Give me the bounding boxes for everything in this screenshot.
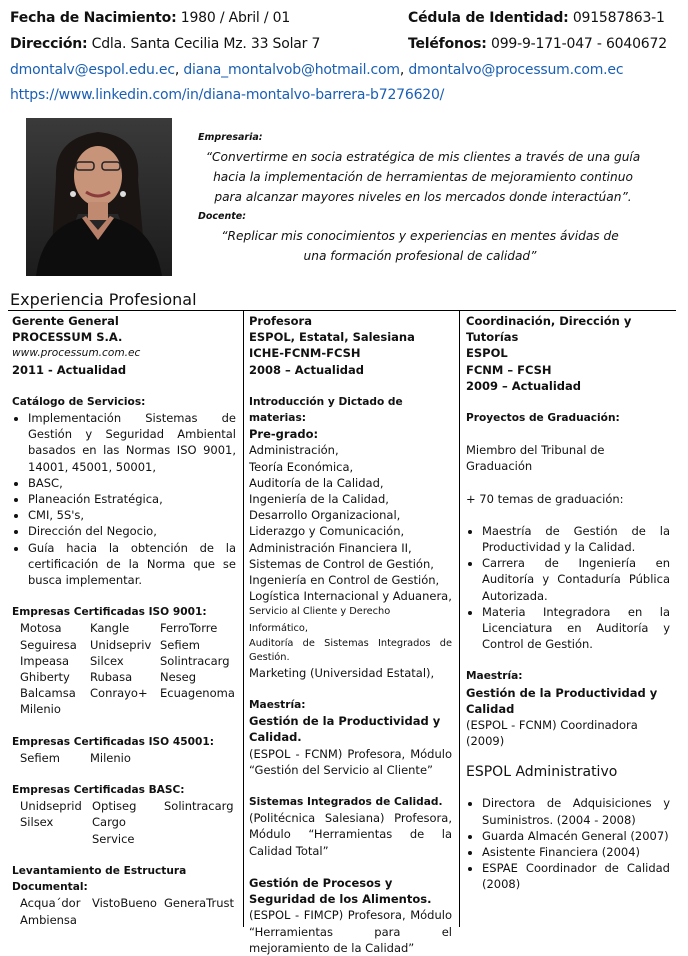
list-item: • ESPAE Coordinador de Calidad (2008): [482, 860, 670, 892]
role-title: Gerente General: [12, 314, 119, 328]
projects-title: Proyectos de Graduación:: [466, 412, 620, 425]
profile-photo: [26, 118, 172, 276]
module-title: Sistemas Integrados de Calidad.: [249, 796, 443, 809]
list-item: Ecuagenoma: [160, 686, 235, 701]
list-item: Ingeniería en Control de Gestión,: [249, 573, 440, 588]
module-text: (Politécnica Salesiana) Profesora, Módulo “Herramientas de la Calidad Total”: [249, 811, 452, 858]
list-item: Impeasa: [20, 653, 70, 668]
list-item: • Asistente Financiera (2004): [482, 844, 670, 860]
phone-value: 099-9-171-047 - 6040672: [490, 36, 667, 52]
list-item: Cargo Service: [92, 815, 135, 846]
list-item: Rubasa: [90, 670, 133, 685]
birth-label: Fecha de Nacimiento:: [10, 10, 177, 26]
period: 2008 – Actualidad: [249, 362, 365, 377]
list-item: • Materia Integradora en la Licenciatura en Auditoría y Control de Gestión.: [482, 604, 670, 653]
list-item: Silcex: [90, 653, 124, 668]
list-item: Acqua´dor: [20, 896, 81, 911]
iso45001-companies: [12, 750, 236, 766]
email-sep: ,: [399, 62, 409, 78]
list-item: • Carrera de Ingeniería en Auditoría y Contaduría Pública Autorizada.: [482, 555, 670, 604]
address: [10, 36, 320, 52]
list-item: Sistemas de Control de Gestión,: [249, 556, 434, 571]
list-item: Kangle: [90, 621, 130, 636]
column-gerente: [12, 313, 236, 928]
list-item: Silsex: [20, 815, 54, 830]
list-item: Servicio al Cliente y Derecho Informático,: [249, 606, 391, 634]
list-item: Milenio: [90, 750, 131, 765]
list-item: VistoBueno: [92, 896, 157, 911]
list-item: • BASC,: [28, 475, 236, 491]
docente-quote: “Replicar mis conocimientos y experiencias en mentes ávidas de una formación profesional de calidad”: [221, 229, 619, 263]
id-value: 091587863-1: [572, 10, 665, 26]
admin-title: ESPOL Administrativo: [466, 764, 618, 781]
address-value: Cdla. Santa Cecilia Mz. 33 Solar 7: [91, 36, 321, 52]
topics-count: + 70 temas de graduación:: [466, 491, 624, 506]
list-item: Unidsepriv: [90, 637, 152, 652]
list-item: Liderazgo y Comunicación,: [249, 524, 405, 539]
institution: ESPOL: [466, 346, 508, 361]
subjects-title: Introducción y Dictado de materias:: [249, 395, 403, 425]
id-label: Cédula de Identidad:: [408, 10, 569, 26]
documental-title: Levantamiento de Estructura Documental:: [12, 864, 187, 894]
faculties: ICHE-FCNM-FCSH: [249, 346, 361, 361]
column-coordinacion: [466, 313, 670, 893]
faculties: FCNM – FCSH: [466, 362, 552, 377]
list-item: Milenio: [20, 702, 61, 717]
phone-label: Teléfonos:: [408, 36, 487, 52]
list-item: Desarrollo Organizacional,: [249, 508, 401, 523]
module-text: (ESPOL - FIMCP) Profesora, Módulo “Herramientas para el mejoramiento de la Calidad”: [249, 908, 452, 955]
iso9001-companies: [12, 620, 236, 717]
birth-date: [10, 10, 290, 26]
module-text: (ESPOL - FCNM) Coordinadora (2009): [466, 718, 638, 749]
phones: [408, 36, 667, 52]
tribunal-text: Miembro del Tribunal de Graduación: [466, 443, 605, 474]
role-title: Profesora: [249, 314, 312, 328]
list-item: Solintracarg: [164, 799, 234, 814]
list-item: Ingeniería de la Calidad,: [249, 492, 389, 507]
list-item: Seguiresa: [20, 637, 77, 652]
module-title: Gestión de Procesos y Seguridad de los Alimentos.: [249, 875, 432, 907]
period: 2011 - Actualidad: [12, 362, 127, 377]
maestria-title: Maestría:: [249, 699, 306, 712]
id-number: [408, 10, 665, 26]
email-sep: ,: [174, 62, 184, 78]
list-item: Solintracarg: [160, 653, 230, 668]
empresaria-quote: “Convertirme en socia estratégica de mis clientes a través de una guía hacia la implementación de herramientas de mejoramiento continuo para alcanzar mayores niveles en los mercados donde interactúan”.: [205, 150, 641, 204]
list-item: Ambiensa: [20, 912, 77, 927]
list-item: Neseg: [160, 670, 197, 685]
list-item: FerroTorre: [160, 621, 218, 636]
list-item: Unidseprid: [20, 799, 82, 814]
section-title: Experiencia Profesional: [10, 290, 197, 309]
list-item: Auditoría de Sistemas Integrados de Gestión.: [249, 637, 452, 663]
iso45001-title: Empresas Certificadas ISO 45001:: [12, 735, 214, 748]
list-item: • CMI, 5S's,: [28, 507, 236, 523]
list-item: • Dirección del Negocio,: [28, 523, 236, 539]
email-link-espol[interactable]: dmontalv@espol.edu.ec: [10, 62, 175, 78]
period: 2009 – Actualidad: [466, 378, 582, 393]
list-item: Administración,: [249, 443, 339, 458]
list-item: • Guarda Almacén General (2007): [482, 828, 670, 844]
email-link-hotmail[interactable]: diana_montalvob@hotmail.com: [183, 62, 400, 78]
admin-list: [466, 795, 670, 892]
birth-value: 1980 / Abril / 01: [180, 10, 291, 26]
portrait-image: [26, 118, 172, 276]
list-item: • Directora de Adquisiciones y Suministros. (2004 - 2008): [482, 795, 670, 827]
list-item: Ghiberty: [20, 670, 70, 685]
list-item: Motosa: [20, 621, 62, 636]
list-item: • Guía hacia la obtención de la certificación de la Norma que se busca implementar.: [28, 540, 236, 589]
list-item: Logística Internacional y Aduanera,: [249, 589, 452, 604]
company-name: PROCESSUM S.A.: [12, 330, 123, 345]
linkedin-row: [10, 87, 444, 103]
docente-label: Docente:: [198, 211, 247, 222]
emails: [10, 62, 623, 78]
email-link-processum[interactable]: dmontalvo@processum.com.ec: [408, 62, 624, 78]
basc-title: Empresas Certificadas BASC:: [12, 784, 185, 797]
maestria-title: Maestría:: [466, 670, 523, 683]
list-item: Administración Financiera II,: [249, 540, 412, 555]
list-item: • Planeación Estratégica,: [28, 491, 236, 507]
list-item: [164, 814, 254, 846]
column-profesora: [249, 313, 452, 956]
list-item: Auditoría de la Calidad,: [249, 475, 384, 490]
module-title: Gestión de la Productividad y Calidad: [466, 685, 658, 716]
empresaria-label: Empresaria:: [198, 132, 263, 143]
module-text: (ESPOL - FCNM) Profesora, Módulo “Gestión del Servicio al Cliente”: [249, 746, 452, 777]
documental-companies: [12, 895, 236, 927]
list-item: GeneraTrust: [164, 896, 234, 911]
list-item: • Implementación Sistemas de Gestión y Seguridad Ambiental basados en las Normas ISO 9001, 14001, 45001, 50001,: [28, 410, 236, 475]
role-title: Coordinación, Dirección y Tutorías: [466, 314, 632, 345]
list-item: Balcamsa: [20, 686, 76, 701]
address-label: Dirección:: [10, 36, 88, 52]
catalog-title: Catálogo de Servicios:: [12, 395, 146, 408]
catalog-list: [12, 410, 236, 588]
institutions: ESPOL, Estatal, Salesiana: [249, 330, 415, 345]
module-title: Gestión de la Productividad y Calidad.: [249, 714, 441, 745]
list-item: Teoría Económica,: [249, 459, 354, 474]
list-item: Sefiem: [160, 637, 200, 652]
iso9001-title: Empresas Certificadas ISO 9001:: [12, 606, 207, 619]
list-item: • Maestría de Gestión de la Productividad y la Calidad.: [482, 523, 670, 555]
projects-list: [466, 523, 670, 653]
company-website[interactable]: www.processum.com.ec: [12, 347, 141, 360]
basc-companies: [12, 798, 236, 847]
column-divider: [459, 311, 460, 927]
list-item: Conrayo+: [90, 686, 148, 701]
section-divider: [8, 310, 676, 311]
list-item: Marketing (Universidad Estatal),: [249, 665, 435, 680]
linkedin-link[interactable]: https://www.linkedin.com/in/diana-montalvo-barrera-b7276620/: [10, 87, 445, 103]
pregrado-label: Pre-grado:: [249, 427, 319, 442]
list-item: Optiseg: [92, 799, 137, 814]
list-item: Sefiem: [20, 750, 60, 765]
